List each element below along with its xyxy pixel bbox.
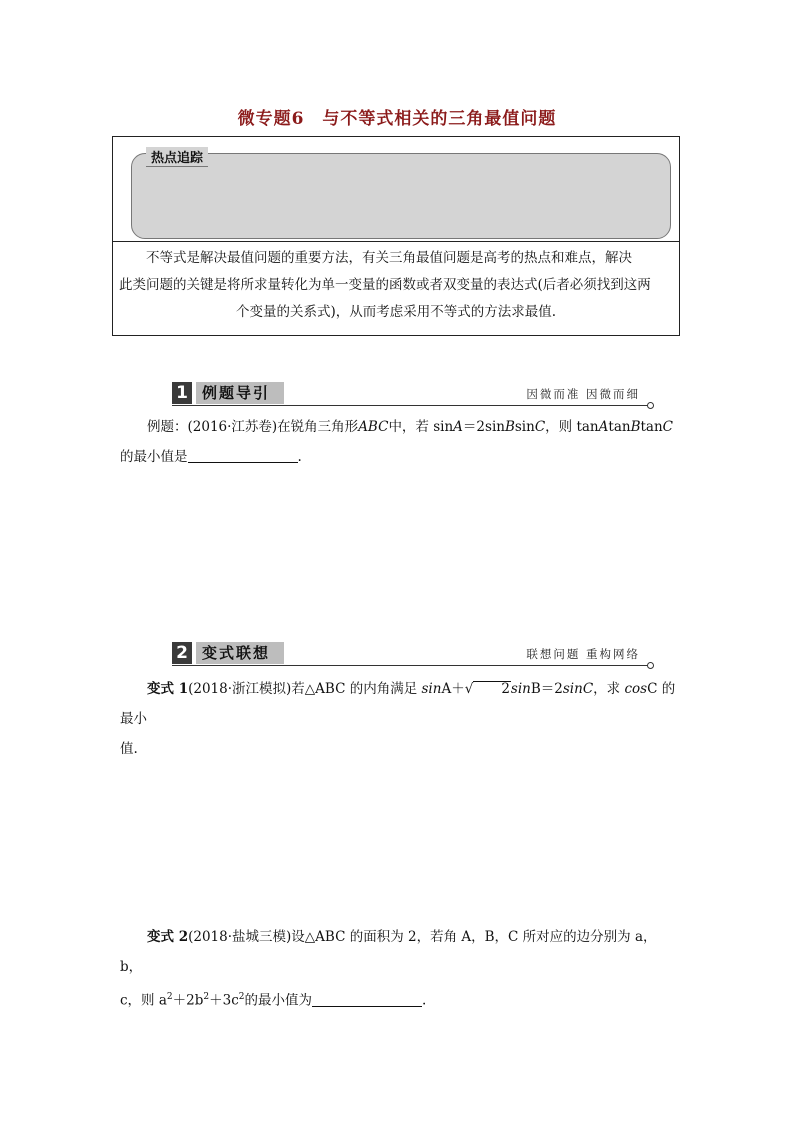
example-line-2: 的最小值是 . (120, 449, 302, 465)
variant-1-line-2: 值. (120, 741, 138, 757)
section-motto: 联想问题 重构网络 (526, 647, 640, 661)
hot-topic-frame (112, 136, 680, 336)
intro-line-3: 个变量的关系式)，从而考虑采用不等式的方法求最值. (235, 304, 557, 320)
section-rule (172, 665, 650, 666)
frame-divider (113, 241, 679, 242)
section-number: 1 (172, 382, 192, 404)
intro-line-2: 此类问题的关键是将所求量转化为单一变量的函数或者双变量的表达式(后者必须找到这两 (119, 277, 651, 293)
variant-2-line-1: 变式 2(2018·盐城三模)设△ABC 的面积为 2，若角 A，B，C 所对应的边分别为 a，b， (120, 929, 657, 975)
section-header-variant (172, 640, 654, 668)
hot-topic-tag: 热点追踪 (146, 147, 208, 167)
section-rule-dot (647, 402, 654, 409)
section-name: 变式联想 (196, 642, 284, 664)
page-title: 微专题6 与不等式相关的三角最值问题 (237, 109, 557, 129)
variant-1-line-1: 变式 1(2018·浙江模拟)若△ABC 的内角满足 sinA＋√ 2sinB＝2sinC，求 cosC 的最小 (120, 681, 676, 727)
variant-1-problem (120, 674, 676, 764)
hot-topic-box (131, 153, 671, 239)
section-number: 2 (172, 642, 192, 664)
section-rule-dot (647, 662, 654, 669)
intro-text (119, 245, 673, 326)
section-name: 例题导引 (196, 382, 284, 404)
variant-2-problem (120, 922, 676, 1016)
answer-blank[interactable] (188, 448, 298, 463)
example-line-1: 例题：(2016·江苏卷)在锐角三角形ABC中，若 sinA＝2sinBsinC，则 tanAtanBtanC (147, 419, 673, 435)
section-header-example (172, 380, 654, 408)
section-rule (172, 405, 650, 406)
section-motto: 因微而准 因微而细 (526, 387, 640, 401)
variant-2-line-2: c，则 $a^2+2b^2+3c^2$的最小值为 . (120, 992, 427, 1009)
example-problem (120, 412, 676, 472)
intro-line-1: 不等式是解决最值问题的重要方法，有关三角最值问题是高考的热点和难点，解决 (146, 250, 632, 266)
answer-blank[interactable] (312, 992, 422, 1007)
